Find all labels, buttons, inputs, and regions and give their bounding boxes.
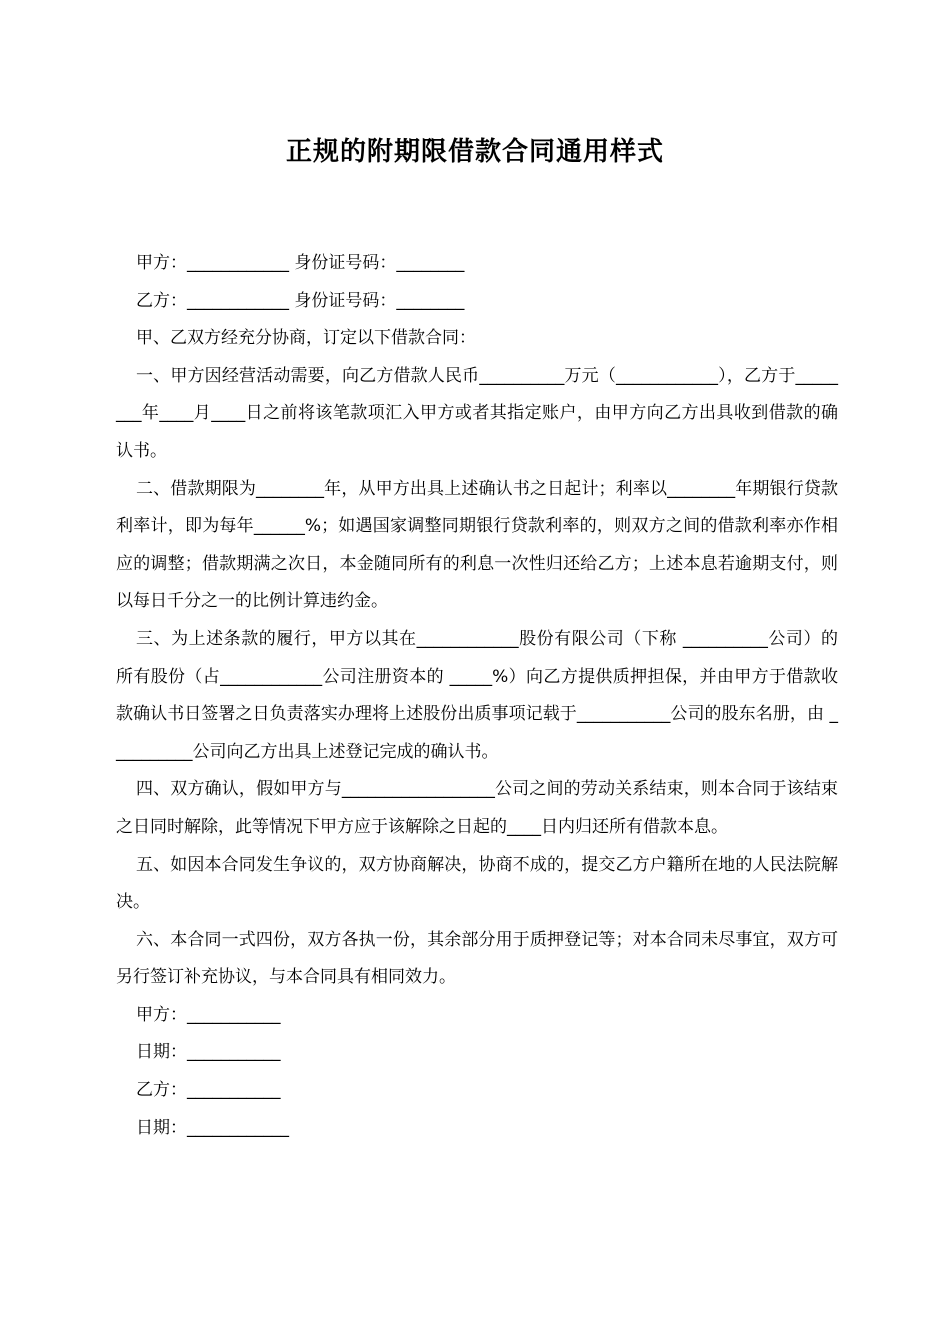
party-a-line: 甲方：____________ 身份证号码：________ bbox=[136, 253, 465, 273]
party-b-line: 乙方：____________ 身份证号码：________ bbox=[136, 290, 465, 311]
signature-party-a: 甲方：___________ bbox=[136, 1004, 281, 1025]
signature-party-b: 乙方：___________ bbox=[136, 1080, 281, 1101]
clause-6: 六、本合同一式四份，双方各执一份，其余部分用于质押登记等；对本合同未尽事宜，双方可另行签订补充协议，与本合同具有相同效力。 bbox=[116, 929, 838, 988]
preamble: 甲、乙双方经充分协商，订定以下借款合同： bbox=[136, 328, 476, 349]
clause-5: 五、如因本合同发生争议的，双方协商解决，协商不成的，提交乙方户籍所在地的人民法院解决。 bbox=[116, 854, 838, 913]
clause-1: 一、甲方因经营活动需要，向乙方借款人民币__________万元（____________），乙方于________年____月____日之前将该笔款项汇入甲方或者其指定账户，由甲方向乙方出具收到借款的确认书。 bbox=[116, 365, 838, 461]
document-body bbox=[116, 245, 838, 1147]
clause-3: 三、为上述条款的履行，甲方以其在____________股份有限公司（下称 __________公司）的所有股份（占____________公司注册资本的 _____%）向乙方提供质押担保，并由甲方于借款收款确认书日签署之日负责落实办理将上述股份出质事项记载于___________公司的股东名册，由 __________公司向乙方出具上述登记完成的确认书。 bbox=[116, 628, 838, 762]
signature-date-a: 日期：___________ bbox=[136, 1042, 281, 1063]
clause-2: 二、借款期限为________年，从甲方出具上述确认书之日起计；利率以________年期银行贷款利率计，即为每年______%；如遇国家调整同期银行贷款利率的，则双方之间的借款利率亦作相应的调整；借款期满之次日，本金随同所有的利息一次性归还给乙方；上述本息若逾期支付，则以每日千分之一的比例计算违约金。 bbox=[116, 478, 838, 612]
clause-4: 四、双方确认，假如甲方与__________________公司之间的劳动关系结束，则本合同于该结束之日同时解除，此等情况下甲方应于该解除之日起的____日内归还所有借款本息。 bbox=[116, 779, 838, 837]
document-title: 正规的附期限借款合同通用样式 bbox=[285, 137, 664, 167]
signature-date-b: 日期：____________ bbox=[136, 1117, 289, 1138]
